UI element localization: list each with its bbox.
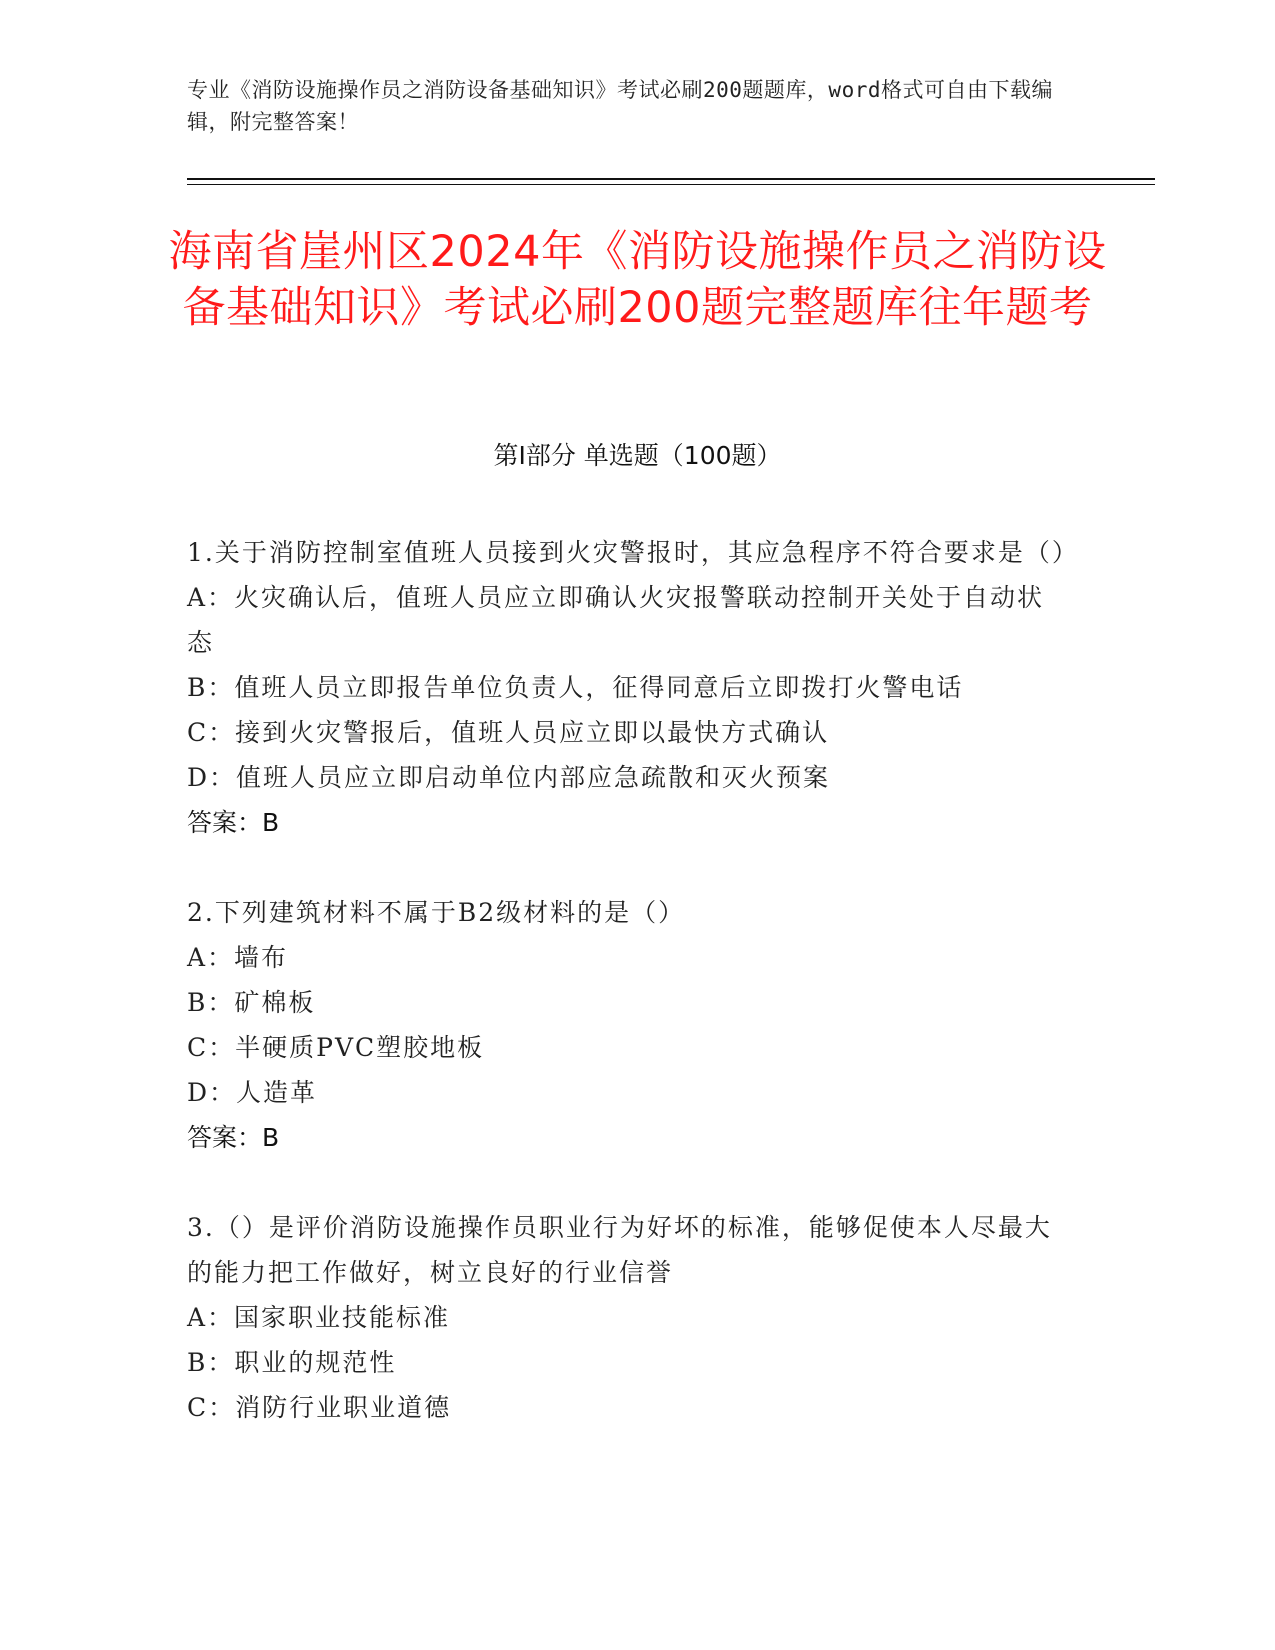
- option-d: D：人造革: [187, 1078, 318, 1107]
- answer: 答案：B: [187, 808, 280, 837]
- option-d: D：值班人员应立即启动单位内部应急疏散和灭火预案: [187, 763, 831, 792]
- option-b: B：值班人员立即报告单位负责人，征得同意后立即拨打火警电话: [187, 673, 964, 702]
- option-a: A：墙布: [187, 943, 289, 972]
- question-3: [187, 1205, 1067, 1430]
- question-list: [187, 530, 1079, 1475]
- question-2: [187, 890, 1067, 1160]
- header-divider: [187, 178, 1155, 180]
- option-c: C：接到火灾警报后，值班人员应立即以最快方式确认: [187, 718, 830, 747]
- option-c: C：消防行业职业道德: [187, 1393, 452, 1422]
- header-divider-thin: [187, 184, 1155, 185]
- document-title: 海南省崖州区2024年《消防设施操作员之消防设备基础知识》考试必刷200题完整题库往年题考: [168, 227, 1107, 333]
- section-title: 第Ⅰ部分 单选题（100题）: [493, 441, 782, 470]
- question-stem: 2.下列建筑材料不属于B2级材料的是（）: [187, 898, 686, 927]
- option-b: B：矿棉板: [187, 988, 316, 1017]
- question-1: [187, 530, 1079, 845]
- option-c: C：半硬质PVC塑胶地板: [187, 1033, 485, 1062]
- option-a: A：国家职业技能标准: [187, 1303, 451, 1332]
- answer: 答案：B: [187, 1123, 280, 1152]
- question-stem: 1.关于消防控制室值班人员接到火灾警报时，其应急程序不符合要求是（）: [187, 538, 1079, 567]
- option-a: A：火灾确认后，值班人员应立即确认火灾报警联动控制开关处于自动状态: [187, 583, 1045, 657]
- header-note: 专业《消防设施操作员之消防设备基础知识》考试必刷200题题库，word格式可自由下载编辑，附完整答案！: [187, 78, 1053, 134]
- option-b: B：职业的规范性: [187, 1348, 397, 1377]
- question-stem: 3.（）是评价消防设施操作员职业行为好坏的标准，能够促使本人尽最大的能力把工作做好，树立良好的行业信誉: [187, 1213, 1052, 1287]
